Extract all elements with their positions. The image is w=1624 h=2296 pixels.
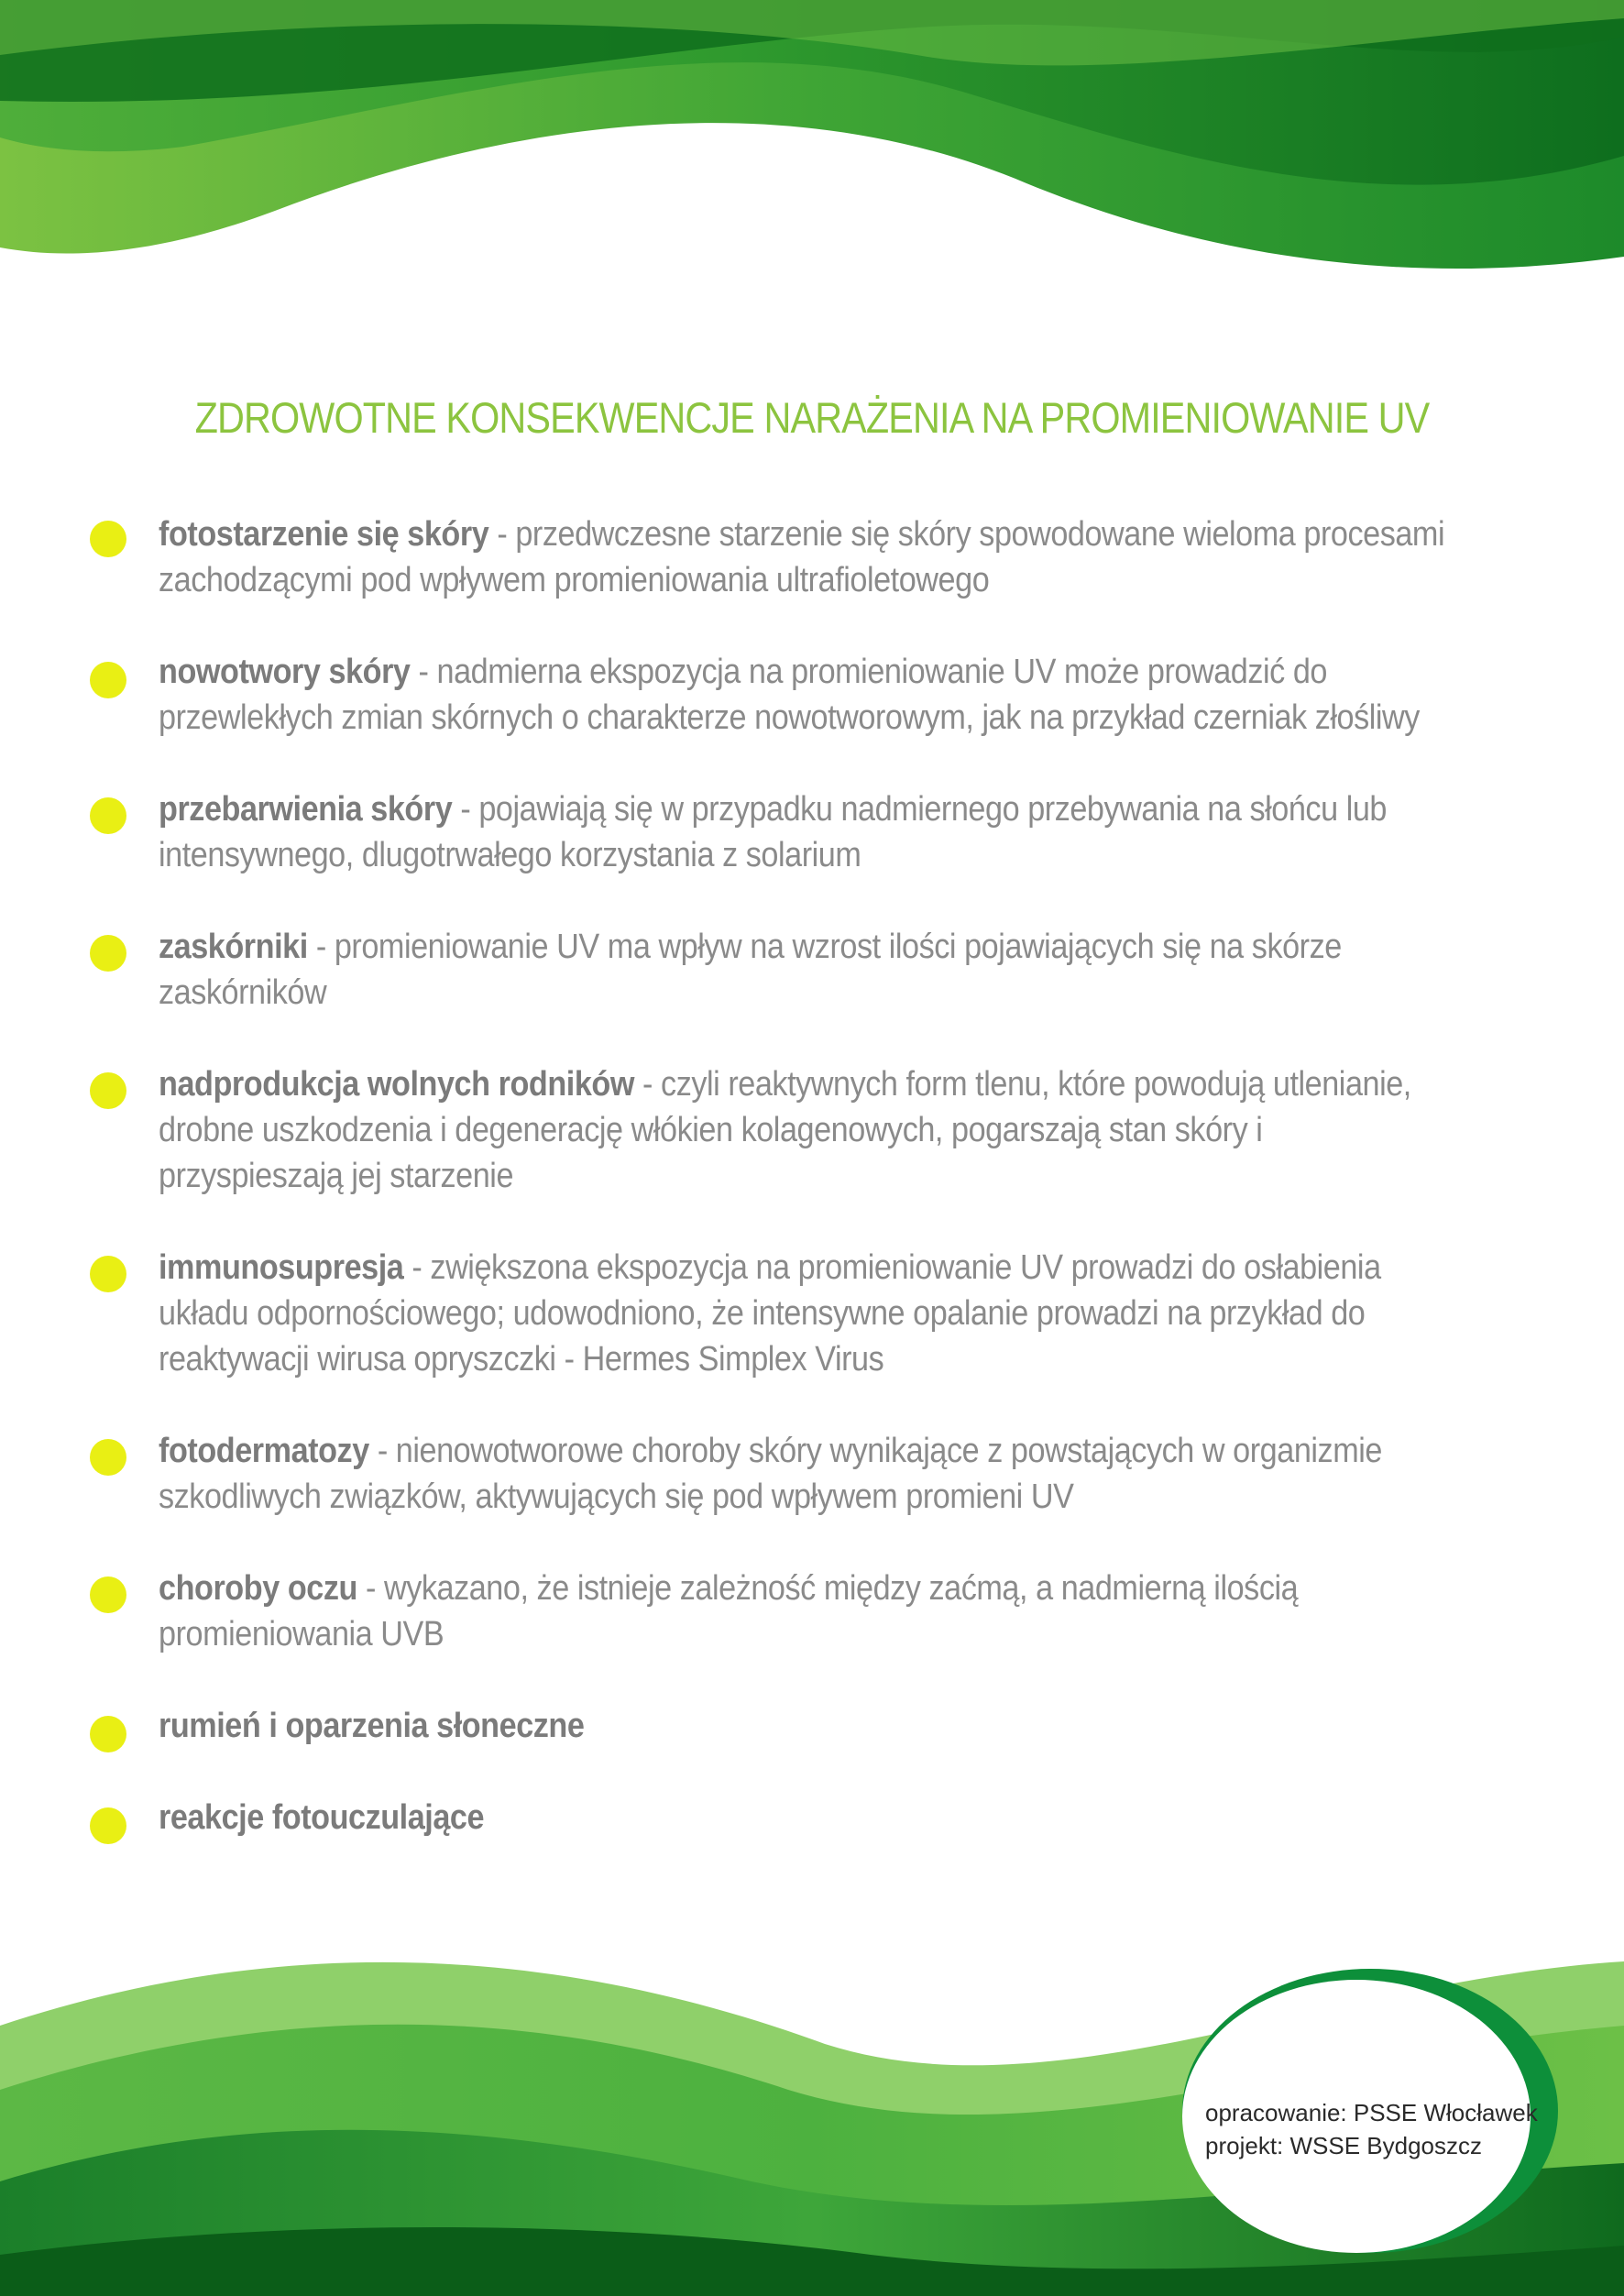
item-description: - promieniowanie UV ma wpływ na wzrost ilości pojawiających się na skórze zaskórników [159, 928, 1342, 1012]
item-term: fotodermatozy [159, 1432, 369, 1470]
credits-author: opracowanie: PSSE Włocławek [1205, 2099, 1538, 2126]
item-description: - nadmierna ekspozycja na promieniowanie UV może prowadzić do przewlekłych zmian skórnych o charakterze nowotworowym, jak na przykład czerniak złośliwy [159, 653, 1420, 737]
item-term: choroby oczu [159, 1569, 357, 1608]
top-wave-decoration [0, 0, 1624, 293]
bullet-dot [90, 1807, 126, 1844]
item-text [159, 649, 1445, 741]
item-text [159, 1565, 1445, 1657]
item-term: zaskórniki [159, 928, 308, 966]
item-description: - czyli reaktywnych form tlenu, które powodują utlenianie, drobne uszkodzenia i degenerację włókien kolagenowych, pogarszają stan skóry i przyspieszają jej starzenie [159, 1065, 1411, 1195]
bullet-dot [90, 1256, 126, 1292]
item-text [159, 1061, 1445, 1199]
bullet-dot [90, 797, 126, 834]
item-text [159, 1795, 1445, 1840]
bullet-dot [90, 521, 126, 557]
item-term: reakcje fotouczulające [159, 1798, 485, 1837]
item-term: fotostarzenie się skóry [159, 515, 489, 554]
bullet-dot [90, 662, 126, 698]
item-text [159, 511, 1445, 603]
item-description: - nienowotworowe choroby skóry wynikające z powstających w organizmie szkodliwych związków, aktywujących się pod wpływem promieni UV [159, 1432, 1382, 1516]
item-description: - zwiększona ekspozycja na promieniowanie UV prowadzi do osłabienia układu odpornościowego; udowodniono, że intensywne opalanie prowadzi na przykład do reaktywacji wirusa opryszczki - Hermes Simplex Virus [159, 1248, 1381, 1379]
item-description: - przedwczesne starzenie się skóry spowodowane wieloma procesami zachodzącymi pod wpływem promieniowania ultrafioletowego [159, 515, 1445, 599]
item-term: nadprodukcja wolnych rodników [159, 1065, 635, 1104]
bullet-dot [90, 1072, 126, 1109]
item-term: immunosupresja [159, 1248, 404, 1287]
item-description: - pojawiają się w przypadku nadmiernego przebywania na słońcu lub intensywnego, dlugotrwałego korzystania z solarium [159, 790, 1388, 874]
bullet-dot [90, 935, 126, 972]
item-term: rumień i oparzenia słoneczne [159, 1707, 585, 1745]
item-text [159, 924, 1445, 1016]
credits-project: projekt: WSSE Bydgoszcz [1205, 2132, 1482, 2159]
item-text [159, 1703, 1445, 1749]
item-text [159, 786, 1445, 878]
item-text [159, 1428, 1445, 1520]
item-text [159, 1245, 1445, 1382]
item-description: - wykazano, że istnieje zależność między zaćmą, a nadmierną ilością promieniowania UVB [159, 1569, 1299, 1653]
bullet-dot [90, 1716, 126, 1752]
item-term: nowotwory skóry [159, 653, 411, 691]
bullet-dot [90, 1576, 126, 1613]
page-title: ZDROWOTNE KONSEKWENCJE NARAŻENIA NA PROMIENIOWANIE UV [194, 393, 1430, 442]
item-term: przebarwienia skóry [159, 790, 453, 829]
bullet-dot [90, 1439, 126, 1476]
